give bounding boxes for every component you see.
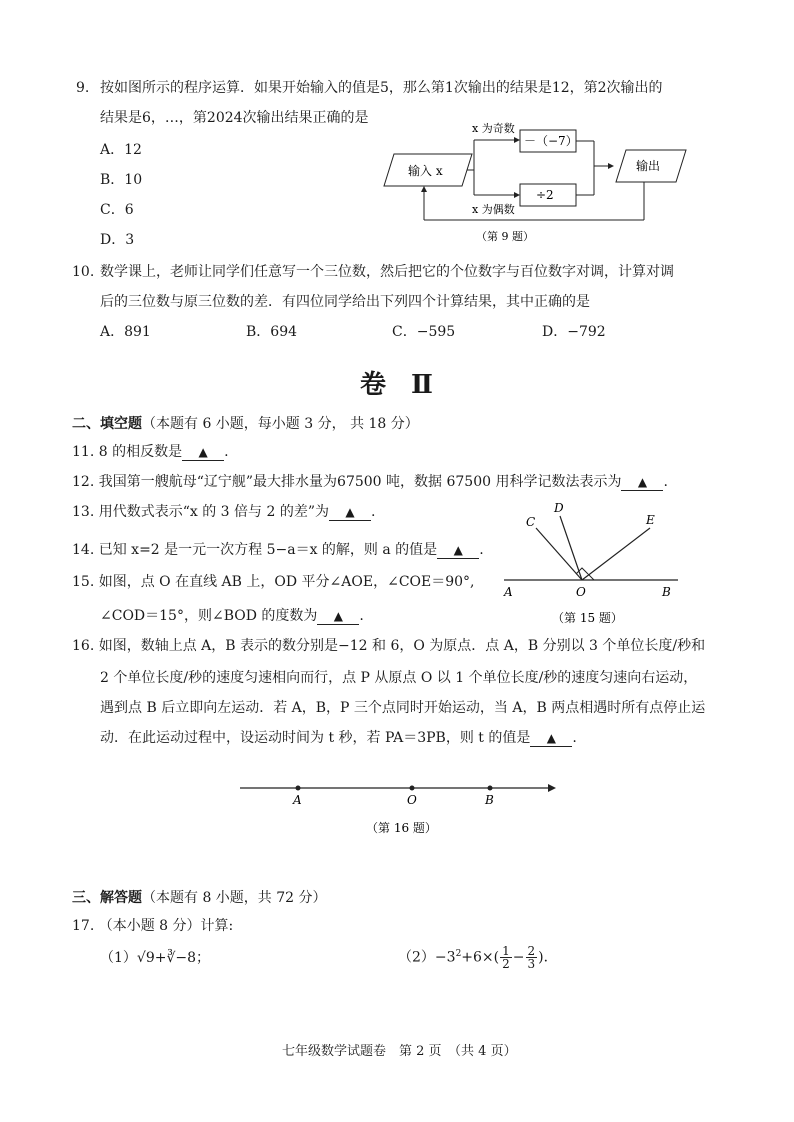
- q10-option-d: D．−792: [542, 324, 606, 340]
- q9-option-b: B．10: [100, 172, 143, 188]
- q9-option-d: D．3: [100, 232, 135, 248]
- part2-heading: 二、填空题（本题有 6 小题，每小题 3 分， 共 18 分）: [72, 416, 419, 432]
- svg-text:C: C: [526, 515, 536, 529]
- q9-text-line1: 按如图所示的程序运算．如果开始输入的值是5，那么第1次输出的结果是12，第2次输出的: [100, 80, 663, 96]
- point-o: [410, 786, 415, 791]
- svg-text:E: E: [646, 513, 655, 527]
- q15-line1: 15. 如图，点 O 在直线 AB 上，OD 平分∠AOE，∠COE＝90°,: [72, 574, 475, 590]
- q17-part1: （1）√9+∛−8；: [100, 950, 211, 966]
- q9-even-op: ÷2: [536, 188, 554, 202]
- q9-output-label: 输出: [636, 159, 661, 173]
- q16-line3: 遇到点 B 后立即向左运动．若 A，B，P 三个点同时开始运动，当 A，B 两点相遇时所有点停止运: [100, 700, 706, 716]
- q9-flowchart: [380, 118, 700, 248]
- point-b: [488, 786, 493, 791]
- q11: 11. 8 的相反数是 ▲ .: [72, 444, 229, 460]
- q10-number: 10.: [72, 264, 95, 280]
- svg-text:O: O: [407, 793, 417, 807]
- q14: 14. 已知 x=2 是一元一次方程 5−a＝x 的解，则 a 的值是 ▲ .: [72, 542, 484, 558]
- q9-text-line2: 结果是6，…，第2024次输出结果正确的是: [100, 110, 369, 126]
- q16-line1: 16. 如图，数轴上点 A，B 表示的数分别是−12 和 6，O 为原点．点 A，B 分别以 3 个单位长度/秒和: [72, 638, 706, 654]
- svg-text:A: A: [504, 585, 513, 599]
- q9-caption: （第 9 题）: [476, 230, 534, 243]
- svg-text:B: B: [485, 793, 494, 807]
- q9-input-label: 输入 x: [408, 164, 443, 178]
- q9-option-a: A．12: [100, 142, 142, 158]
- q16-number-line: [236, 776, 562, 840]
- q9-even-label: x 为偶数: [472, 203, 515, 216]
- q9-option-c: C．6: [100, 202, 134, 218]
- q16-line4: 动．在此运动过程中，设运动时间为 t 秒，若 PA＝3PB，则 t 的值是 ▲ .: [100, 730, 577, 746]
- svg-text:O: O: [576, 585, 586, 599]
- ray-oc: [536, 528, 582, 580]
- svg-text:B: B: [662, 585, 671, 599]
- part3-heading: 三、解答题（本题有 8 小题，共 72 分）: [72, 890, 327, 906]
- page-footer: 七年级数学试题卷 第 2 页 （共 4 页）: [282, 1044, 517, 1059]
- q10-option-b: B．694: [246, 324, 298, 340]
- q17: 17. （本小题 8 分）计算:: [72, 918, 234, 934]
- q9-odd-label: x 为奇数: [472, 122, 515, 135]
- q12: 12. 我国第一艘航母“辽宁舰”最大排水量为67500 吨，数据 67500 用科学记数法表示为 ▲ .: [72, 474, 668, 490]
- q15-line2: ∠COD＝15°，则∠BOD 的度数为 ▲ .: [100, 608, 364, 624]
- q15-caption: （第 15 题）: [552, 611, 623, 625]
- section-2-title: 卷 Ⅱ: [360, 370, 441, 400]
- svg-text:A: A: [293, 793, 302, 807]
- q10-option-a: A．891: [100, 324, 151, 340]
- q16-line2: 2 个单位长度/秒的速度匀速相向而行，点 P 从原点 O 以 1 个单位长度/秒的速度匀速向右运动，: [100, 670, 698, 686]
- q9-odd-op: －（−7）: [524, 134, 578, 148]
- q17-part2: $(2)-3^2+6\times$( $\frac{1}{2}$ − $\frac{2}{3}$ )．: [398, 944, 558, 972]
- q10-option-c: C．−595: [392, 324, 456, 340]
- q16-caption: （第 16 题）: [366, 821, 437, 835]
- q10-text-line1: 数学课上，老师让同学们任意写一个三位数，然后把它的个位数字与百位数字对调，计算对调: [100, 264, 674, 280]
- ray-od: [560, 516, 582, 580]
- ray-oe: [582, 528, 650, 580]
- q9-number: 9.: [76, 80, 90, 96]
- svg-text:D: D: [554, 501, 564, 515]
- q13: 13. 用代数式表示“x 的 3 倍与 2 的差”为 ▲ .: [72, 504, 376, 520]
- point-a: [296, 786, 301, 791]
- q10-text-line2: 后的三位数与原三位数的差．有四位同学给出下列四个计算结果，其中正确的是: [100, 294, 590, 310]
- q15-figure: [500, 498, 690, 628]
